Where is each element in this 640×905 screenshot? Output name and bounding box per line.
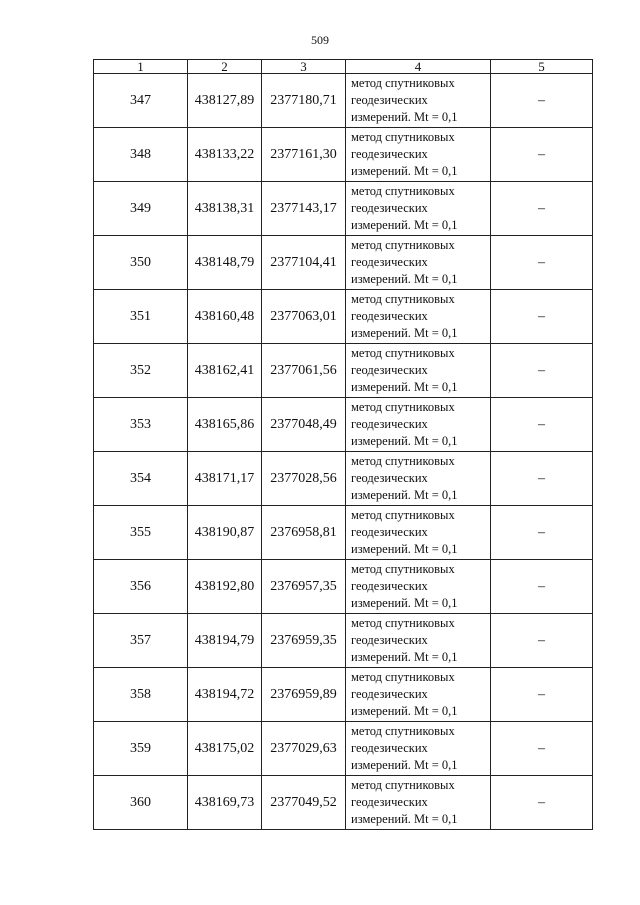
- method-line: измерений. Mt = 0,1: [351, 812, 458, 826]
- method-line: метод спутниковых: [351, 616, 455, 630]
- table-row: [94, 668, 593, 722]
- method-line: геодезических: [351, 201, 428, 215]
- x-coordinate-cell: 438162,41: [188, 344, 262, 398]
- y-coordinate-cell: 2377048,49: [262, 398, 346, 452]
- method-cell: [346, 560, 491, 614]
- note-cell: –: [491, 722, 593, 776]
- method-line: геодезических: [351, 309, 428, 323]
- method-line: измерений. Mt = 0,1: [351, 650, 458, 664]
- table-row: [94, 74, 593, 128]
- y-coordinate-cell: 2377161,30: [262, 128, 346, 182]
- y-coordinate-cell: 2377143,17: [262, 182, 346, 236]
- note-cell: –: [491, 290, 593, 344]
- x-coordinate-cell: 438165,86: [188, 398, 262, 452]
- method-line: измерений. Mt = 0,1: [351, 164, 458, 178]
- method-line: геодезических: [351, 417, 428, 431]
- column-header: 1: [94, 60, 188, 74]
- coordinates-table: [93, 59, 593, 830]
- note-cell: –: [491, 776, 593, 830]
- method-line: геодезических: [351, 255, 428, 269]
- table-row: [94, 506, 593, 560]
- note-cell: –: [491, 236, 593, 290]
- table-row: [94, 290, 593, 344]
- point-number-cell: 348: [94, 128, 188, 182]
- point-number-cell: 351: [94, 290, 188, 344]
- x-coordinate-cell: 438127,89: [188, 74, 262, 128]
- method-line: метод спутниковых: [351, 508, 455, 522]
- x-coordinate-cell: 438190,87: [188, 506, 262, 560]
- method-line: измерений. Mt = 0,1: [351, 326, 458, 340]
- method-cell: [346, 236, 491, 290]
- method-line: метод спутниковых: [351, 400, 455, 414]
- y-coordinate-cell: 2376958,81: [262, 506, 346, 560]
- method-line: измерений. Mt = 0,1: [351, 704, 458, 718]
- method-line: метод спутниковых: [351, 562, 455, 576]
- header-row: [94, 60, 593, 74]
- method-line: геодезических: [351, 741, 428, 755]
- method-line: измерений. Mt = 0,1: [351, 758, 458, 772]
- method-line: метод спутниковых: [351, 778, 455, 792]
- x-coordinate-cell: 438169,73: [188, 776, 262, 830]
- table-row: [94, 236, 593, 290]
- method-cell: [346, 182, 491, 236]
- method-cell: [346, 722, 491, 776]
- method-line: измерений. Mt = 0,1: [351, 488, 458, 502]
- column-header: 3: [262, 60, 346, 74]
- table-row: [94, 776, 593, 830]
- y-coordinate-cell: 2377104,41: [262, 236, 346, 290]
- x-coordinate-cell: 438160,48: [188, 290, 262, 344]
- point-number-cell: 354: [94, 452, 188, 506]
- method-cell: [346, 668, 491, 722]
- x-coordinate-cell: 438194,72: [188, 668, 262, 722]
- method-line: метод спутниковых: [351, 238, 455, 252]
- method-line: геодезических: [351, 687, 428, 701]
- y-coordinate-cell: 2377028,56: [262, 452, 346, 506]
- point-number-cell: 356: [94, 560, 188, 614]
- method-line: геодезических: [351, 795, 428, 809]
- method-line: метод спутниковых: [351, 670, 455, 684]
- y-coordinate-cell: 2377029,63: [262, 722, 346, 776]
- y-coordinate-cell: 2377061,56: [262, 344, 346, 398]
- note-cell: –: [491, 506, 593, 560]
- note-cell: –: [491, 128, 593, 182]
- method-line: измерений. Mt = 0,1: [351, 110, 458, 124]
- method-line: метод спутниковых: [351, 184, 455, 198]
- method-line: геодезических: [351, 579, 428, 593]
- method-line: метод спутниковых: [351, 76, 455, 90]
- method-line: геодезических: [351, 93, 428, 107]
- method-line: геодезических: [351, 471, 428, 485]
- page-number: 509: [311, 33, 329, 47]
- y-coordinate-cell: 2377180,71: [262, 74, 346, 128]
- table-row: [94, 398, 593, 452]
- table-row: [94, 344, 593, 398]
- method-line: геодезических: [351, 147, 428, 161]
- note-cell: –: [491, 74, 593, 128]
- y-coordinate-cell: 2376959,35: [262, 614, 346, 668]
- column-header: 4: [346, 60, 491, 74]
- method-cell: [346, 344, 491, 398]
- method-line: метод спутниковых: [351, 346, 455, 360]
- y-coordinate-cell: 2377063,01: [262, 290, 346, 344]
- point-number-cell: 359: [94, 722, 188, 776]
- note-cell: –: [491, 452, 593, 506]
- note-cell: –: [491, 614, 593, 668]
- x-coordinate-cell: 438138,31: [188, 182, 262, 236]
- method-cell: [346, 128, 491, 182]
- x-coordinate-cell: 438194,79: [188, 614, 262, 668]
- point-number-cell: 349: [94, 182, 188, 236]
- method-line: измерений. Mt = 0,1: [351, 434, 458, 448]
- column-header: 5: [491, 60, 593, 74]
- table-row: [94, 128, 593, 182]
- y-coordinate-cell: 2377049,52: [262, 776, 346, 830]
- method-line: измерений. Mt = 0,1: [351, 596, 458, 610]
- point-number-cell: 347: [94, 74, 188, 128]
- method-line: метод спутниковых: [351, 292, 455, 306]
- method-line: геодезических: [351, 633, 428, 647]
- note-cell: –: [491, 668, 593, 722]
- method-line: метод спутниковых: [351, 130, 455, 144]
- method-line: измерений. Mt = 0,1: [351, 542, 458, 556]
- note-cell: –: [491, 344, 593, 398]
- method-cell: [346, 290, 491, 344]
- table-row: [94, 614, 593, 668]
- method-cell: [346, 398, 491, 452]
- method-cell: [346, 452, 491, 506]
- point-number-cell: 357: [94, 614, 188, 668]
- x-coordinate-cell: 438171,17: [188, 452, 262, 506]
- point-number-cell: 360: [94, 776, 188, 830]
- x-coordinate-cell: 438148,79: [188, 236, 262, 290]
- table-row: [94, 722, 593, 776]
- note-cell: –: [491, 398, 593, 452]
- x-coordinate-cell: 438192,80: [188, 560, 262, 614]
- y-coordinate-cell: 2376957,35: [262, 560, 346, 614]
- point-number-cell: 353: [94, 398, 188, 452]
- method-line: геодезических: [351, 363, 428, 377]
- table-row: [94, 452, 593, 506]
- y-coordinate-cell: 2376959,89: [262, 668, 346, 722]
- method-line: метод спутниковых: [351, 454, 455, 468]
- x-coordinate-cell: 438175,02: [188, 722, 262, 776]
- note-cell: –: [491, 182, 593, 236]
- method-cell: [346, 776, 491, 830]
- method-cell: [346, 74, 491, 128]
- point-number-cell: 358: [94, 668, 188, 722]
- method-cell: [346, 506, 491, 560]
- point-number-cell: 352: [94, 344, 188, 398]
- table-row: [94, 560, 593, 614]
- column-header: 2: [188, 60, 262, 74]
- x-coordinate-cell: 438133,22: [188, 128, 262, 182]
- method-line: геодезических: [351, 525, 428, 539]
- table-row: [94, 182, 593, 236]
- point-number-cell: 350: [94, 236, 188, 290]
- method-cell: [346, 614, 491, 668]
- method-line: измерений. Mt = 0,1: [351, 380, 458, 394]
- method-line: измерений. Mt = 0,1: [351, 218, 458, 232]
- note-cell: –: [491, 560, 593, 614]
- point-number-cell: 355: [94, 506, 188, 560]
- method-line: измерений. Mt = 0,1: [351, 272, 458, 286]
- method-line: метод спутниковых: [351, 724, 455, 738]
